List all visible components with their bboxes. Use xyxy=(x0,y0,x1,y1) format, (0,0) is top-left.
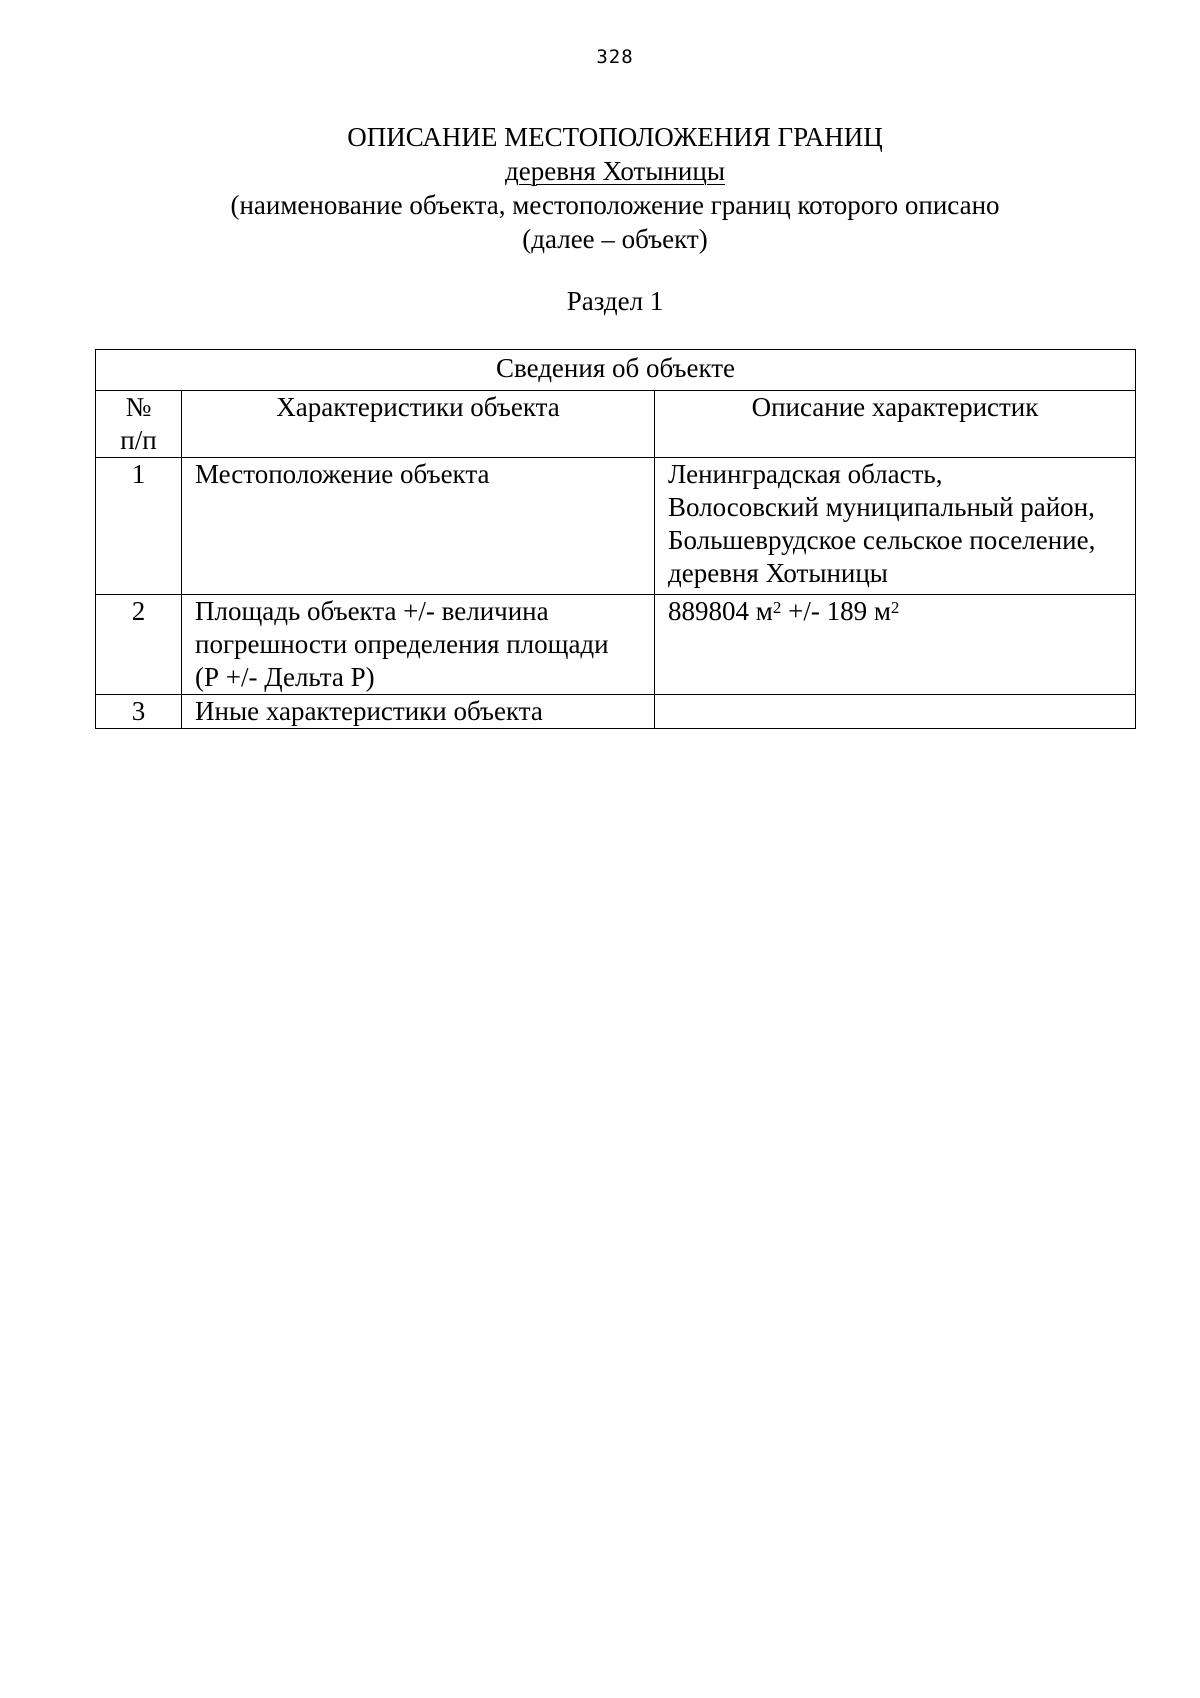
header-description: Описание характеристик xyxy=(655,391,1136,458)
row-characteristic: Площадь объекта +/- величина погрешности определения площади (Р +/- Дельта Р) xyxy=(182,595,655,695)
row-number: 2 xyxy=(96,595,182,695)
row-description-area xyxy=(655,595,1136,695)
object-name-text: деревня Хотыницы xyxy=(505,156,725,186)
row-number: 3 xyxy=(96,695,182,729)
header-number: № п/п xyxy=(96,391,182,458)
area-tolerance: +/- 189 м xyxy=(781,596,891,626)
row-characteristic: Иные характеристики объекта xyxy=(182,695,655,729)
table-row xyxy=(96,595,1136,695)
table-row xyxy=(96,695,1136,729)
object-name xyxy=(0,154,1200,188)
object-name-caption-continued: (далее – объект) xyxy=(522,224,708,254)
section-label: Раздел 1 xyxy=(566,286,664,316)
row-number: 1 xyxy=(96,458,182,595)
table-header-row xyxy=(96,391,1136,458)
object-name-caption: (наименование объекта, местоположение границ которого описано xyxy=(230,190,1000,220)
table-caption-row xyxy=(96,350,1136,391)
row-description xyxy=(655,695,1136,729)
document-header xyxy=(0,120,1200,256)
area-unit-exponent: 2 xyxy=(772,598,782,617)
tolerance-unit-exponent: 2 xyxy=(890,598,900,617)
table-caption: Сведения об объекте xyxy=(96,350,1136,391)
document-title: ОПИСАНИЕ МЕСТОПОЛОЖЕНИЯ ГРАНИЦ xyxy=(347,122,883,152)
object-info-table xyxy=(95,349,1136,729)
row-characteristic: Местоположение объекта xyxy=(182,458,655,595)
table-row xyxy=(96,458,1136,595)
row-description: Ленинградская область, Волосовский муниципальный район, Большеврудское сельское поселение, деревня Хотыницы xyxy=(655,458,1136,595)
area-value: 889804 м xyxy=(668,596,773,626)
header-characteristic: Характеристики объекта xyxy=(182,391,655,458)
page-number: 328 xyxy=(596,46,634,68)
